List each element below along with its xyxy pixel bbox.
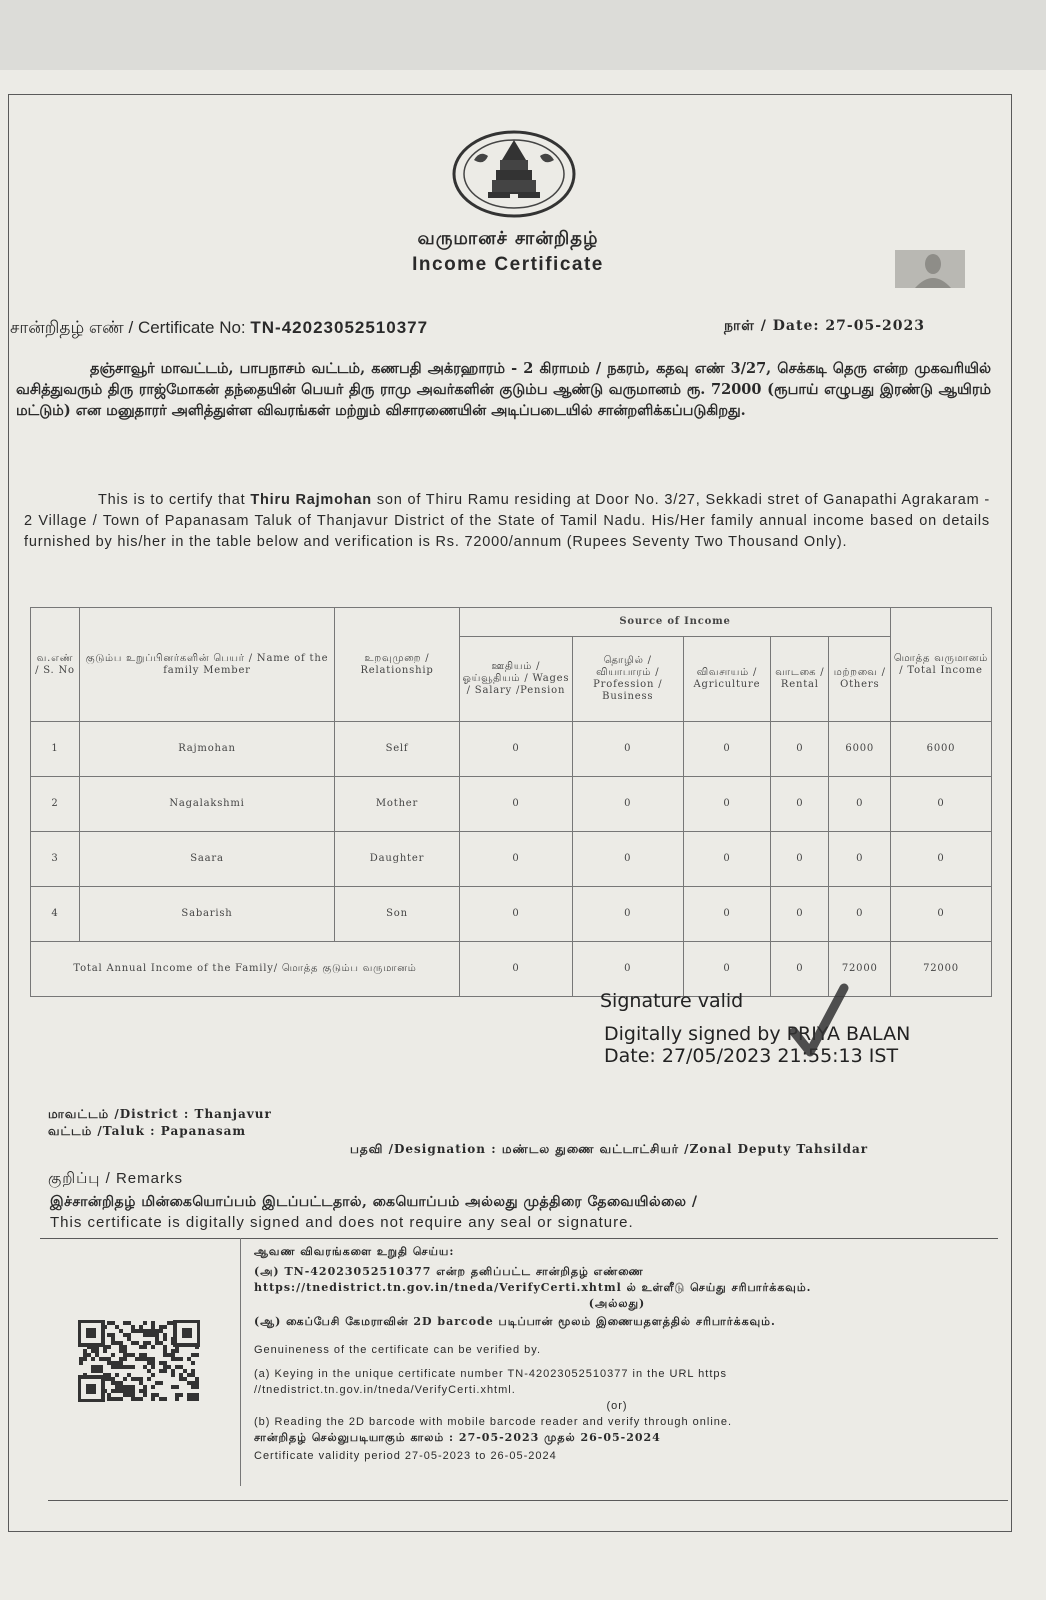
cell-relationship: Self (335, 722, 460, 777)
col-header-total: மொத்த வருமானம் / Total Income (891, 608, 992, 722)
checkmark-icon (790, 982, 850, 1062)
cell-name: Saara (80, 832, 335, 887)
income-table (30, 607, 992, 997)
bottom-rule (48, 1500, 1008, 1501)
applicant-photo (895, 250, 965, 288)
table-row (31, 722, 992, 777)
cell-wages: 0 (460, 722, 573, 777)
total-row-label: Total Annual Income of the Family/ மொத்த குடும்ப வருமானம் (31, 942, 460, 997)
designation-line: பதவி /Designation : மண்டல துணை வட்டாட்சியர் /Zonal Deputy Tahsildar (350, 1142, 869, 1156)
cell-total: 6000 (891, 722, 992, 777)
cell-total: 0 (891, 887, 992, 942)
table-row (31, 887, 992, 942)
title-english: Income Certificate (412, 254, 604, 275)
verify-or-tamil: (அல்லது) (588, 1297, 646, 1310)
cell-name: Sabarish (80, 887, 335, 942)
total-others: 72000 (829, 942, 891, 997)
cell-agriculture: 0 (683, 832, 771, 887)
total-income: 72000 (891, 942, 992, 997)
col-header-name: குடும்ப உறுப்பினர்களின் பெயர் / Name of the family Member (80, 608, 335, 722)
signature-status: Signature valid (600, 990, 744, 1012)
cell-sno: 4 (31, 887, 80, 942)
qr-code[interactable] (78, 1320, 200, 1402)
cell-total: 0 (891, 777, 992, 832)
source-of-income-header: Source of Income (460, 608, 891, 637)
table-row (31, 832, 992, 887)
certificate-page (0, 70, 1046, 1600)
cell-name: Rajmohan (80, 722, 335, 777)
certificate-number-label: சான்றிதழ் எண் / Certificate No: (10, 318, 246, 337)
certification-text-tamil: தஞ்சாவூர் மாவட்டம், பாபநாசம் வட்டம், கணபதி அக்ரஹாரம் - 2 கிராமம் / நகரம், கதவு எண் 3/27, செக்கடி தெரு என்ற முகவரியில் வசித்துவரும் திரு ராஜ்மோகன் தந்தையின் பெயர் திரு ராமு அவர்களின் குடும்ப ஆண்டு வருமானம் ரூ. 72000 (ரூபாய் எழுபது இரண்டு ஆயிரம் மட்டும்) என மனுதாரர் அளித்துள்ள விவரங்கள் மற்றும் விசாரணையின் அடிப்படையில் சான்றளிக்கப்படுகிறது. (16, 360, 991, 419)
tamil-nadu-emblem (452, 130, 576, 218)
validity-tamil: சான்றிதழ் செல்லுபடியாகும் காலம் : 27-05-2023 முதல் 26-05-2024 (254, 1431, 661, 1444)
total-wages: 0 (460, 942, 573, 997)
cell-profession: 0 (572, 722, 683, 777)
total-profession: 0 (572, 942, 683, 997)
cell-name: Nagalakshmi (80, 777, 335, 832)
cell-others: 0 (829, 777, 891, 832)
remarks-label: குறிப்பு / Remarks (48, 1170, 183, 1187)
cell-rental: 0 (771, 832, 829, 887)
col-header-relationship: உறவுமுறை / Relationship (335, 608, 460, 722)
cell-agriculture: 0 (683, 777, 771, 832)
verify-option-b-english: (b) Reading the 2D barcode with mobile barcode reader and verify through online. (254, 1416, 733, 1428)
cell-rental: 0 (771, 887, 829, 942)
cell-profession: 0 (572, 777, 683, 832)
cell-profession: 0 (572, 832, 683, 887)
col-header-profession: தொழில் / வியாபாரம் / Profession / Business (572, 637, 683, 722)
certification-text-post: son of Thiru Ramu residing at Door No. 3/27, Sekkadi stret of Ganapathi Agrakaram - 2 Village / Town of Papanasam Taluk of Thanjavur District of the State of Tamil Nadu. His/Her family annual income based on details furnished by his/her in the table below and verification is Rs. 72000/annum (Rupees Seventy Two Thousand Only). (24, 492, 990, 550)
cell-agriculture: 0 (683, 887, 771, 942)
verify-or-english: (or) (606, 1400, 628, 1412)
verify-heading-tamil: ஆவண விவரங்களை உறுதி செய்ய: (254, 1245, 455, 1258)
cell-rental: 0 (771, 777, 829, 832)
certification-text-pre: This is to certify that (98, 492, 251, 508)
certificate-number (10, 318, 428, 340)
cell-relationship: Mother (335, 777, 460, 832)
cell-sno: 2 (31, 777, 80, 832)
taluk-line: வட்டம் /Taluk : Papanasam (48, 1124, 247, 1138)
district-line: மாவட்டம் /District : Thanjavur (48, 1107, 272, 1121)
district-taluk-block (48, 1106, 272, 1140)
certification-text-english (24, 490, 990, 553)
col-header-sno: வ.எண் / S. No (31, 608, 80, 722)
verify-heading-english: Genuineness of the certificate can be verified by. (254, 1344, 542, 1356)
signature-date: Date: 27/05/2023 21:55:13 IST (604, 1045, 899, 1067)
verify-option-a-tamil: (அ) TN-42023052510377 என்ற தனிப்பட்ட சான்றிதழ் எண்ணை https://tnedistrict.tn.gov.in/tneda/VerifyCerti.xhtml ல் உள்ளீடு செய்து சரிபார்க்கவும். (254, 1265, 812, 1294)
digital-signature (600, 990, 910, 1067)
title-tamil: வருமானச் சான்றிதழ் (417, 228, 599, 249)
col-header-rental: வாடகை / Rental (771, 637, 829, 722)
verify-option-a-english: (a) Keying in the unique certificate number TN-42023052510377 in the URL https //tnedistrict.tn.gov.in/tneda/VerifyCerti.xhtml. (254, 1368, 728, 1396)
col-header-wages: ஊதியம் / ஓய்வூதியம் / Wages / Salary /Pension (460, 637, 573, 722)
cell-rental: 0 (771, 722, 829, 777)
col-header-others: மற்றவை / Others (829, 637, 891, 722)
applicant-name: Thiru Rajmohan (250, 492, 372, 508)
cell-sno: 1 (31, 722, 80, 777)
cell-wages: 0 (460, 832, 573, 887)
verification-text (254, 1244, 980, 1464)
cell-others: 0 (829, 832, 891, 887)
cell-others: 0 (829, 887, 891, 942)
col-header-agriculture: விவசாயம் / Agriculture (683, 637, 771, 722)
cell-wages: 0 (460, 777, 573, 832)
table-row (31, 777, 992, 832)
certificate-date (724, 318, 925, 336)
remarks-english: This certificate is digitally signed and does not require any seal or signature. (50, 1214, 634, 1231)
cell-wages: 0 (460, 887, 573, 942)
signature-signer: Digitally signed by PRIYA BALAN (604, 1023, 911, 1045)
date-value: 27-05-2023 (825, 318, 925, 334)
cell-agriculture: 0 (683, 722, 771, 777)
cell-profession: 0 (572, 887, 683, 942)
date-label: நாள் / Date: (724, 318, 820, 334)
validity-english: Certificate validity period 27-05-2023 to 26-05-2024 (254, 1450, 557, 1462)
cell-total: 0 (891, 832, 992, 887)
verify-option-b-tamil: (ஆ) கைப்பேசி கேமராவின் 2D barcode படிப்பான் மூலம் இணையதளத்தில் சரிபார்க்கவும். (254, 1315, 776, 1328)
remarks-tamil: இச்சான்றிதழ் மின்கையொப்பம் இடப்பட்டதால், கையொப்பம் அல்லது முத்திரை தேவையில்லை / (50, 1194, 698, 1210)
cell-others: 6000 (829, 722, 891, 777)
cell-relationship: Son (335, 887, 460, 942)
cell-sno: 3 (31, 832, 80, 887)
total-rental: 0 (771, 942, 829, 997)
cell-relationship: Daughter (335, 832, 460, 887)
total-agriculture: 0 (683, 942, 771, 997)
certificate-number-value: TN-42023052510377 (250, 318, 429, 337)
